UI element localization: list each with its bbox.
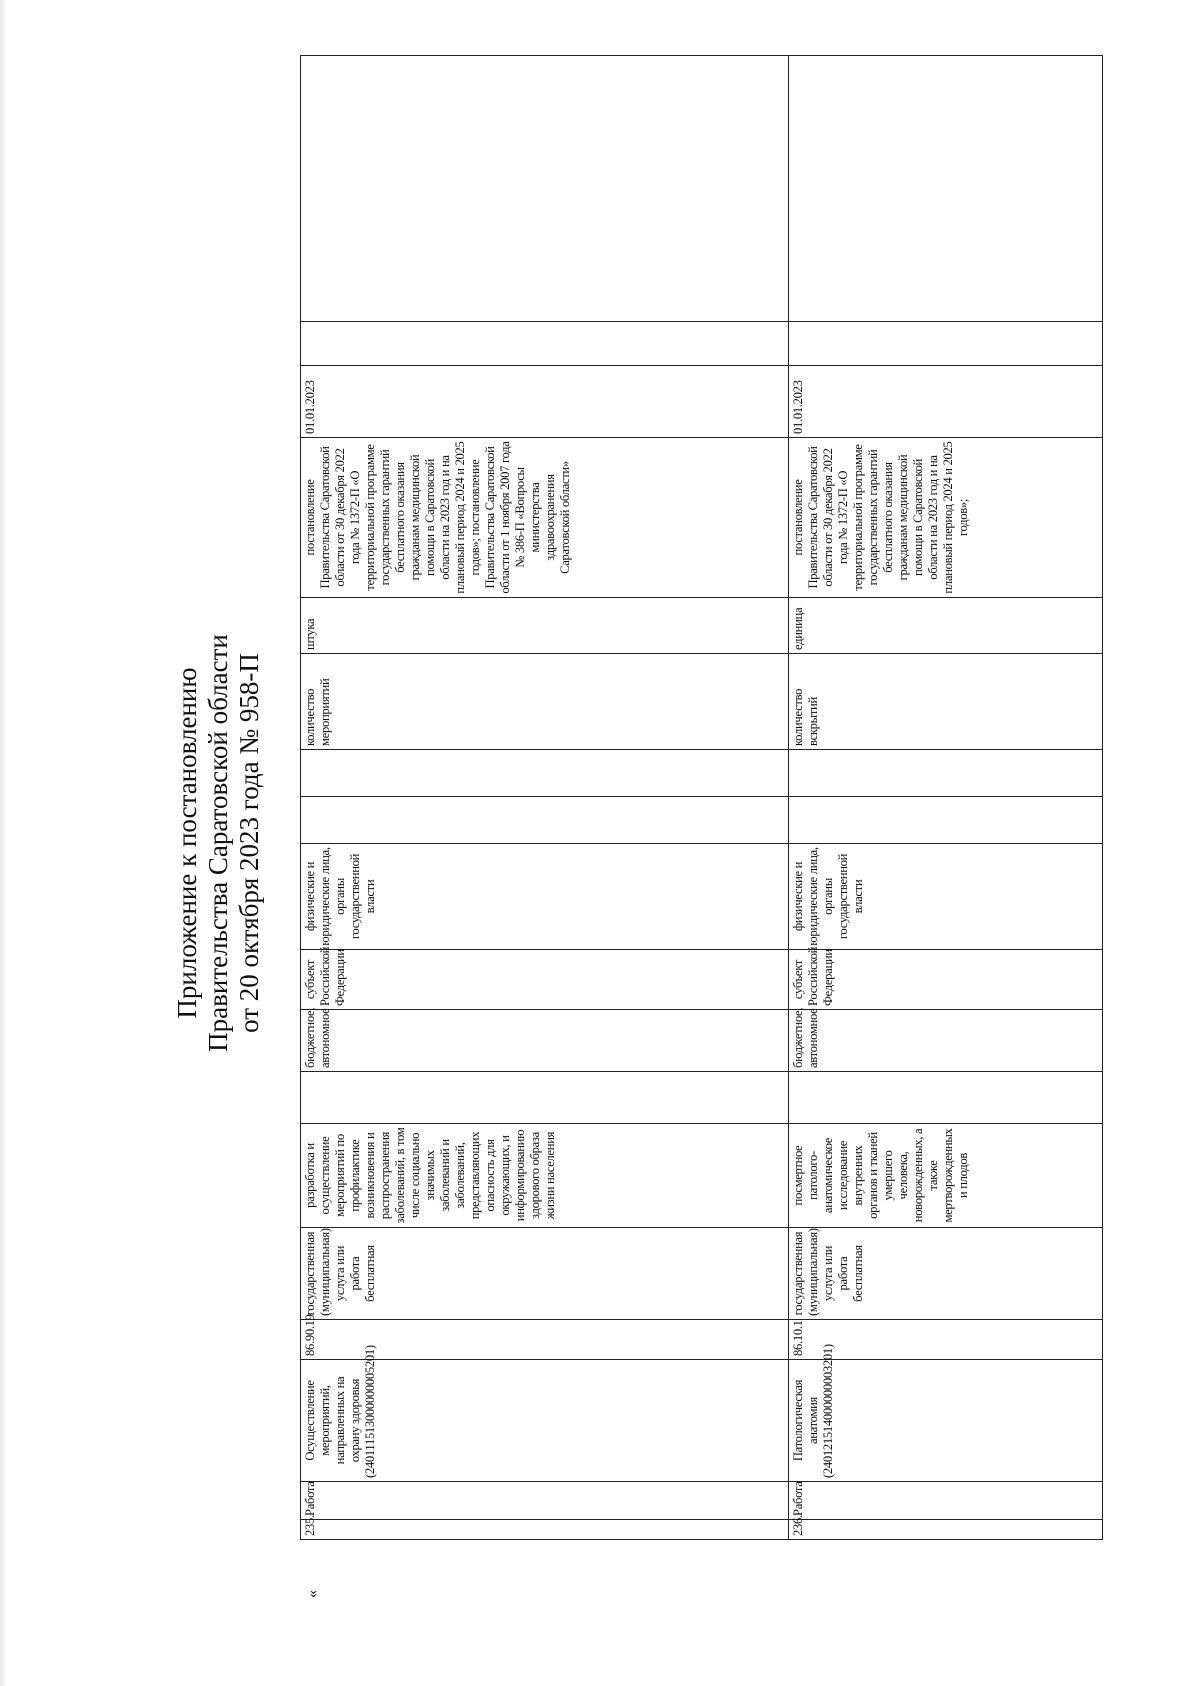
row-content: разработка и осуществление мероприятий по профилактике возникновения и распространения заболеваний, в том числе социально значимых заболеваний и заболеваний, представляющих опасность для окружающих, и информированию здорового образа жизни населения	[301, 1124, 789, 1228]
row-empty-cell	[789, 797, 1103, 844]
row-empty-cell	[789, 1072, 1103, 1124]
header-line-3: от 20 октября 2023 года № 958-П	[234, 653, 264, 1033]
registry-table	[300, 55, 1103, 1540]
row-empty-cell	[301, 1072, 789, 1124]
row-empty-cell	[789, 750, 1103, 797]
row-unit: штука	[301, 598, 789, 654]
row-number: 236.	[789, 1520, 1103, 1540]
row-type: Работа	[789, 1482, 1103, 1520]
row-date: 01.01.2023	[789, 366, 1103, 438]
row-name: Осуществление мероприятий, направленных на охрану здоровья (240111513000000005201)	[301, 1360, 789, 1482]
row-unit: единица	[789, 598, 1103, 654]
row-okved: 86.10.1	[789, 1320, 1103, 1360]
row-empty-cell	[301, 750, 789, 797]
row-indicator: количество мероприятий	[301, 654, 789, 750]
row-name: Патологическая анатомия (240121514000000003201)	[789, 1360, 1103, 1482]
row-empty-cell	[789, 322, 1103, 366]
row-content: посмертное патолого-анатомическое исследование внутренних органов и тканей умершего человека, новорожденных, а также мертворожденных и плодов	[789, 1124, 1103, 1228]
row-institution: бюджетное, автономное	[789, 1010, 1103, 1072]
row-okved: 86.90.19	[301, 1320, 789, 1360]
row-empty-cell	[301, 322, 789, 366]
row-number: 235.	[301, 1520, 789, 1540]
row-kind: государственная (муниципальная) услуга или работа бесплатная	[789, 1228, 1103, 1320]
table-row	[301, 56, 789, 1540]
row-indicator: количество вскрытий	[789, 654, 1103, 750]
row-empty-cell	[789, 56, 1103, 322]
row-level: субъект Российской Федерации	[789, 950, 1103, 1010]
row-type: Работа	[301, 1482, 789, 1520]
row-empty-cell	[301, 56, 789, 322]
header-line-1: Приложение к постановлению	[172, 667, 202, 1019]
row-institution: бюджетное, автономное	[301, 1010, 789, 1072]
row-empty-cell	[301, 797, 789, 844]
document-header	[172, 0, 265, 1686]
row-date: 01.01.2023	[301, 366, 789, 438]
row-legal-act: постановление Правительства Саратовской области от 30 декабря 2022 года № 1372-П «О территориальной программе государственных гарантий бесплатного оказания гражданам медицинской помощи в Саратовской области на 2023 год и на плановый период 2024 и 2025 годов»; постановление Правительства Саратовской области от 1 ноября 2007 года № 386-П «Вопросы министерства здравоохранения Саратовской области»	[301, 438, 789, 598]
quote-mark: «	[304, 1590, 321, 1598]
row-consumers: физические и юридические лица, органы государственной власти	[301, 844, 789, 950]
header-line-2: Правительства Саратовской области	[203, 634, 233, 1052]
row-consumers: физические и юридические лица, органы государственной власти	[789, 844, 1103, 950]
table-row	[789, 56, 1103, 1540]
row-kind: государственная (муниципальная) услуга или работа бесплатная	[301, 1228, 789, 1320]
row-legal-act: постановление Правительства Саратовской области от 30 декабря 2022 года № 1372-П «О территориальной программе государственных гарантий бесплатного оказания гражданам медицинской помощи в Саратовской области на 2023 год и на плановый период 2024 и 2025 годов»;	[789, 438, 1103, 598]
row-level: субъект Российской Федерации	[301, 950, 789, 1010]
